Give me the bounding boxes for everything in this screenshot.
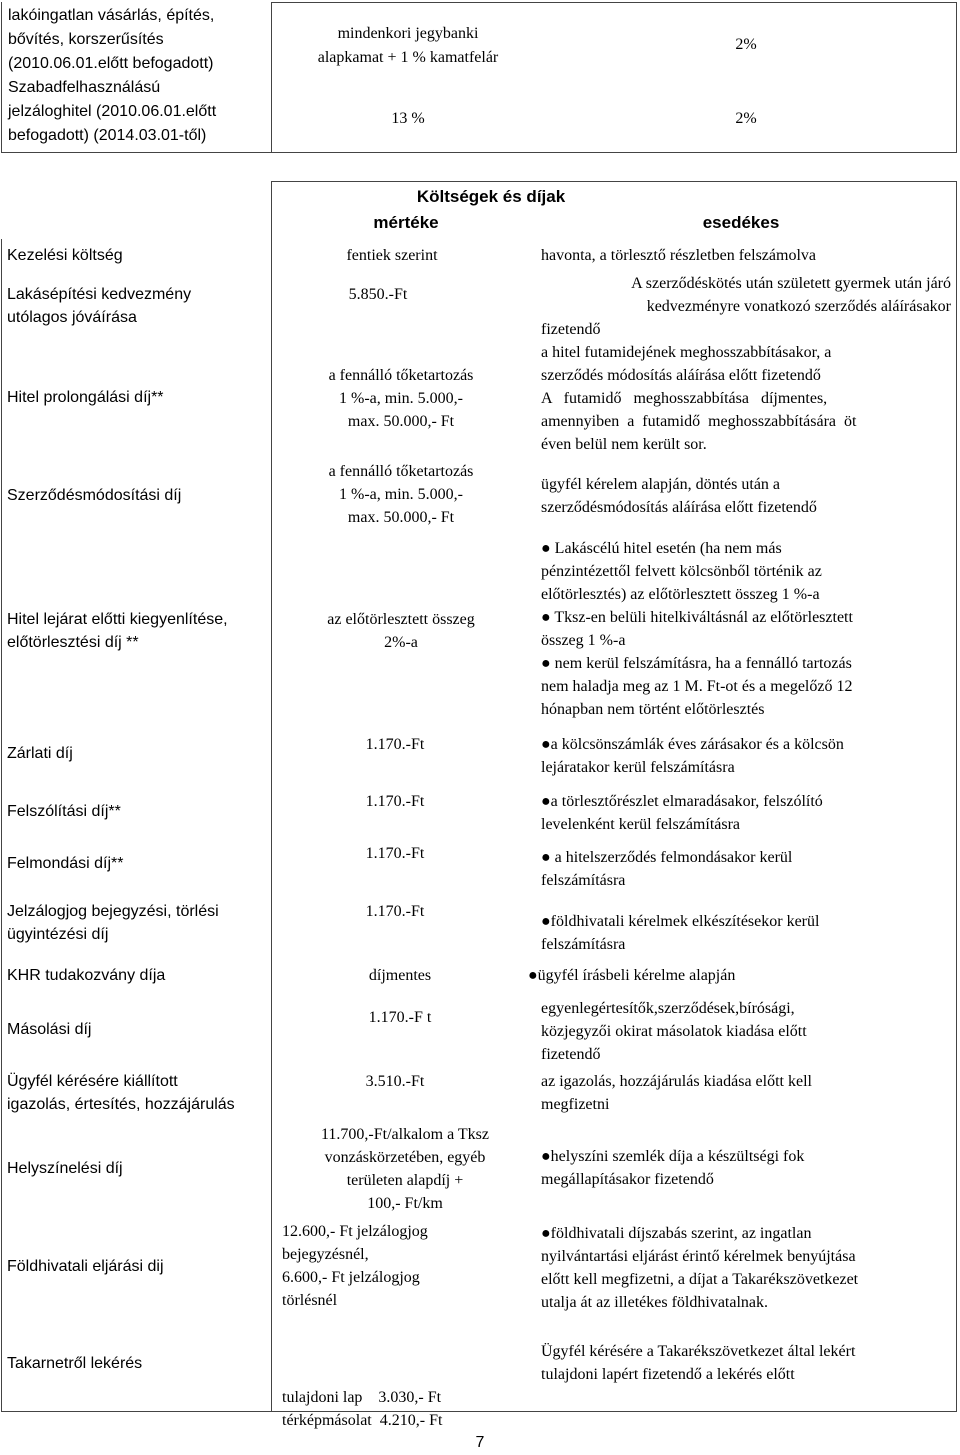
fees-header-title: Költségek és díjak xyxy=(416,187,566,206)
fee-amount-khr: díjmentes xyxy=(368,967,432,984)
fee-amount-closing: 1.170.-Ft xyxy=(365,736,425,753)
header-amount: mértéke xyxy=(373,213,439,232)
fee-amount-contract-modification: a fennálló tőketartozás 1 %-a, min. 5.000,- max. 50.000,- Ft xyxy=(328,463,474,526)
fee-amount-certificate: 3.510.-Ft xyxy=(365,1073,425,1090)
fee-amount-copy: 1.170.-F t xyxy=(368,1009,432,1026)
rate-value-1: 2% xyxy=(735,36,757,53)
fee-amount-termination: 1.170.-Ft xyxy=(365,845,425,862)
fee-label-site-inspection: Helyszínelési díj xyxy=(7,1160,123,1177)
fee-due-reminder: ●a törlesztőrészlet elmaradásakor, felszólító levelenként kerül felszámításra xyxy=(541,793,823,833)
fee-amount-prolongation: a fennálló tőketartozás 1 %-a, min. 5.000,- max. 50.000,- Ft xyxy=(328,367,474,430)
fee-amount-site-inspection: 11.700,-Ft/alkalom a Tksz vonzáskörzetében, egyéb területen alapdíj + 100,- Ft/km xyxy=(321,1126,489,1212)
fee-due-takarnet: Ügyfél kérésére a Takarékszövetkezet által lekért tulajdoni lapért fizetendő a lekérés előtt xyxy=(541,1343,856,1383)
fee-label-copy: Másolási díj xyxy=(7,1021,92,1038)
fee-label-early-repayment: Hitel lejárat előtti kiegyenlítése, előtörlesztési díj ** xyxy=(7,611,228,651)
fee-due-certificate: az igazolás, hozzájárulás kiadása előtt kell megfizetni xyxy=(541,1073,812,1113)
fee-label-mortgage-registration: Jelzálogjog bejegyzési, törlési ügyintézési díj xyxy=(7,903,219,943)
fee-due-site-inspection: ●helyszíni szemlék díja a készültségi fok megállapításakor fizetendő xyxy=(541,1148,805,1188)
fee-due-land-registry: ●földhivatali díjszabás szerint, az ingatlan nyilvántartási eljárást érintő kérelmek benyújtása előtt kell megfizetni, a díjat a Takarékszövetkezet utalja át az illetékes földhivatalnak. xyxy=(541,1225,859,1311)
fee-due-termination: ● a hitelszerződés felmondásakor kerül felszámításra xyxy=(541,849,793,889)
fee-amount-mortgage-registration: 1.170.-Ft xyxy=(365,903,425,920)
fee-label-termination: Felmondási díj** xyxy=(7,855,124,872)
page-number: 7 xyxy=(475,1434,485,1451)
rate-basis-cell: mindenkori jegybanki alapkamat + 1 % kamatfelár xyxy=(317,25,499,66)
fee-amount-reminder: 1.170.-Ft xyxy=(365,793,425,810)
fee-label-prolongation: Hitel prolongálási díj** xyxy=(7,389,164,406)
fee-label-handling: Kezelési költség xyxy=(7,247,123,264)
fee-label-khr: KHR tudakozvány díja xyxy=(7,967,166,984)
header-due: esedékes xyxy=(702,213,780,232)
fee-label-takarnet: Takarnetről lekérés xyxy=(7,1355,143,1372)
fee-due-handling: havonta, a törlesztő részletben felszámolva xyxy=(541,247,816,264)
fee-amount-land-registry: 12.600,- Ft jelzálogjog bejegyzésnél, 6.600,- Ft jelzálogjog törlésnél xyxy=(282,1223,428,1309)
fee-label-reminder: Felszólítási díj** xyxy=(7,803,121,820)
fee-amount-housing-allowance: 5.850.-Ft xyxy=(348,286,408,303)
fee-label-contract-modification: Szerződésmódosítási díj xyxy=(7,487,182,504)
fee-due-prolongation: a hitel futamidejének meghosszabbításakor, a szerződés módosítás aláírása előtt fizetendő A futamidő meghosszabbítása díjmentes, amennyiben a futamidő meghosszabbítására öt éven belül nem került sor. xyxy=(541,344,857,453)
fee-due-mortgage-registration: ●földhivatali kérelmek elkészítésekor kerül felszámításra xyxy=(541,913,820,953)
fee-due-closing: ●a kölcsönszámlák éves zárásakor és a kölcsön lejáratakor kerül felszámításra xyxy=(541,736,844,776)
fee-due-housing-allowance: A szerződéskötés után született gyermek után járó kedvezményre vonatkozó szerződés aláírásakor fizetendő xyxy=(541,275,951,338)
fee-amount-early-repayment: az előtörlesztett összeg 2%-a xyxy=(327,611,475,651)
fee-due-copy: egyenlegértesítők,szerződések,bírósági, közjegyzői okirat másolatok kiadása előtt fizetendő xyxy=(541,1000,807,1063)
fee-label-housing-allowance: Lakásépítési kedvezmény utólagos jóváírása xyxy=(7,286,192,326)
rate-basis-2: 13 % xyxy=(391,110,425,127)
fee-due-early-repayment: ● Lakáscélú hitel esetén (ha nem más pénzintézettől felvett kölcsönből történik az előtörlesztés) az előtörlesztett összeg 1 %-a ● Tksz-en belüli hitelkiváltásnál az előtörlesztett összeg 1 %-a ● nem kerül felszámításra, ha a fennálló tartozás nem haladja meg az 1 M. Ft-ot és a megelőző 12 hónapban nem történt előtörlesztés xyxy=(541,540,853,718)
fee-due-khr: ●ügyfél írásbeli kérelme alapján xyxy=(528,967,736,984)
fee-label-land-registry: Földhivatali eljárási dij xyxy=(7,1258,164,1275)
fee-due-contract-modification: ügyfél kérelem alapján, döntés után a szerződésmódosítás aláírása előtt fizetendő xyxy=(541,476,817,516)
fee-amount-handling: fentiek szerint xyxy=(346,247,438,264)
interest-rate-table xyxy=(1,2,957,153)
rate-value-2: 2% xyxy=(735,110,757,127)
fee-label-certificate: Ügyfél kérésére kiállított igazolás, értesítés, hozzájárulás xyxy=(7,1073,235,1113)
loan-type-cell: lakóingatlan vásárlás, építés, bővítés, korszerűsítés (2010.06.01.előtt befogadott) Szabadfelhasználású jelzáloghitel (2010.06.01.előtt befogadott) (2014.03.01-től) xyxy=(8,7,217,144)
fee-amount-takarnet: tulajdoni lap 3.030,- Ft térképmásolat 4.210,- Ft xyxy=(282,1389,443,1429)
fee-label-closing: Zárlati díj xyxy=(7,745,73,762)
